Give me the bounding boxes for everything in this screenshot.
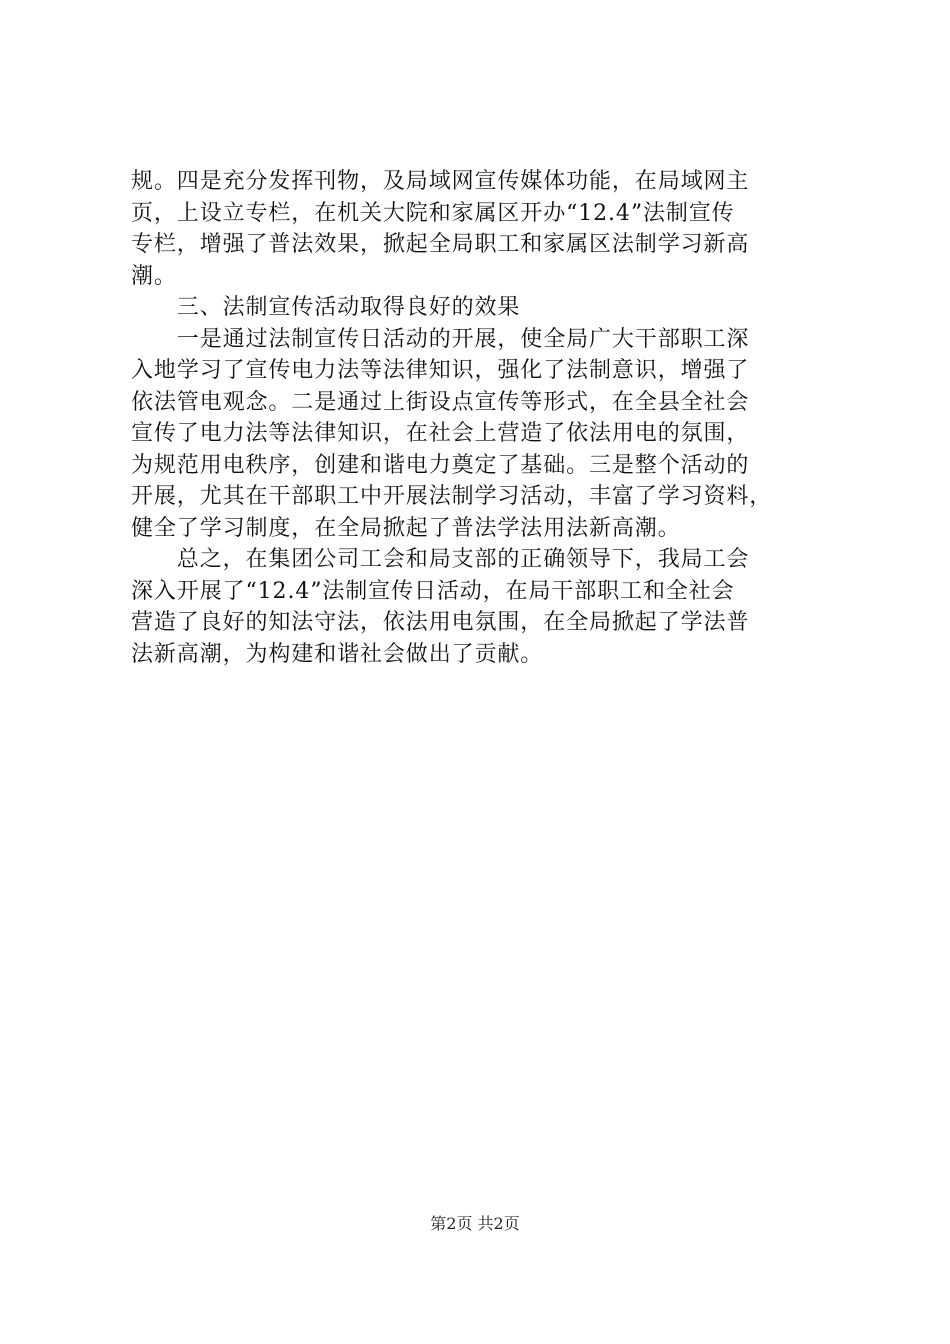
text-line: 专栏，增强了普法效果，掀起全局职工和家属区法制学习新高: [131, 232, 750, 257]
text-line: 开展，尤其在干部职工中开展法制学习活动，丰富了学习资料，: [131, 484, 773, 509]
text-line: 营造了良好的知法守法，依法用电氛围，在全局掀起了学法普: [131, 610, 750, 635]
text-line: 法新高潮，为构建和谐社会做出了贡献。: [131, 641, 544, 667]
text-line: 一是通过法制宣传日活动的开展，使全局广大干部职工深: [131, 326, 750, 352]
text-line: 页，上设立专栏，在机关大院和家属区开办“12.4”法制宣传: [131, 200, 735, 226]
text-line: 依法管电观念。二是通过上街设点宣传等形式，在全县全社会: [131, 389, 750, 415]
text-line: 入地学习了宣传电力法等法律知识，强化了法制意识，增强了: [131, 358, 750, 383]
text-line: 总之，在集团公司工会和局支部的正确领导下，我局工会: [131, 547, 750, 572]
section-heading: 三、法制宣传活动取得良好的效果: [131, 295, 521, 320]
text-line: 规。四是充分发挥刊物，及局域网宣传媒体功能，在局域网主: [131, 169, 750, 194]
body-text: [131, 166, 831, 670]
text-line: 健全了学习制度，在全局掀起了普法学法用法新高潮。: [131, 515, 681, 541]
text-line: 深入开展了“12.4”法制宣传日活动，在局干部职工和全社会: [131, 578, 735, 604]
text-line: 潮。: [131, 263, 177, 289]
page-number-footer: 第2页 共2页: [430, 1214, 520, 1233]
text-line: 宣传了电力法等法律知识，在社会上营造了依法用电的氛围，: [131, 421, 750, 446]
text-line: 为规范用电秩序，创建和谐电力奠定了基础。三是整个活动的: [131, 452, 750, 478]
